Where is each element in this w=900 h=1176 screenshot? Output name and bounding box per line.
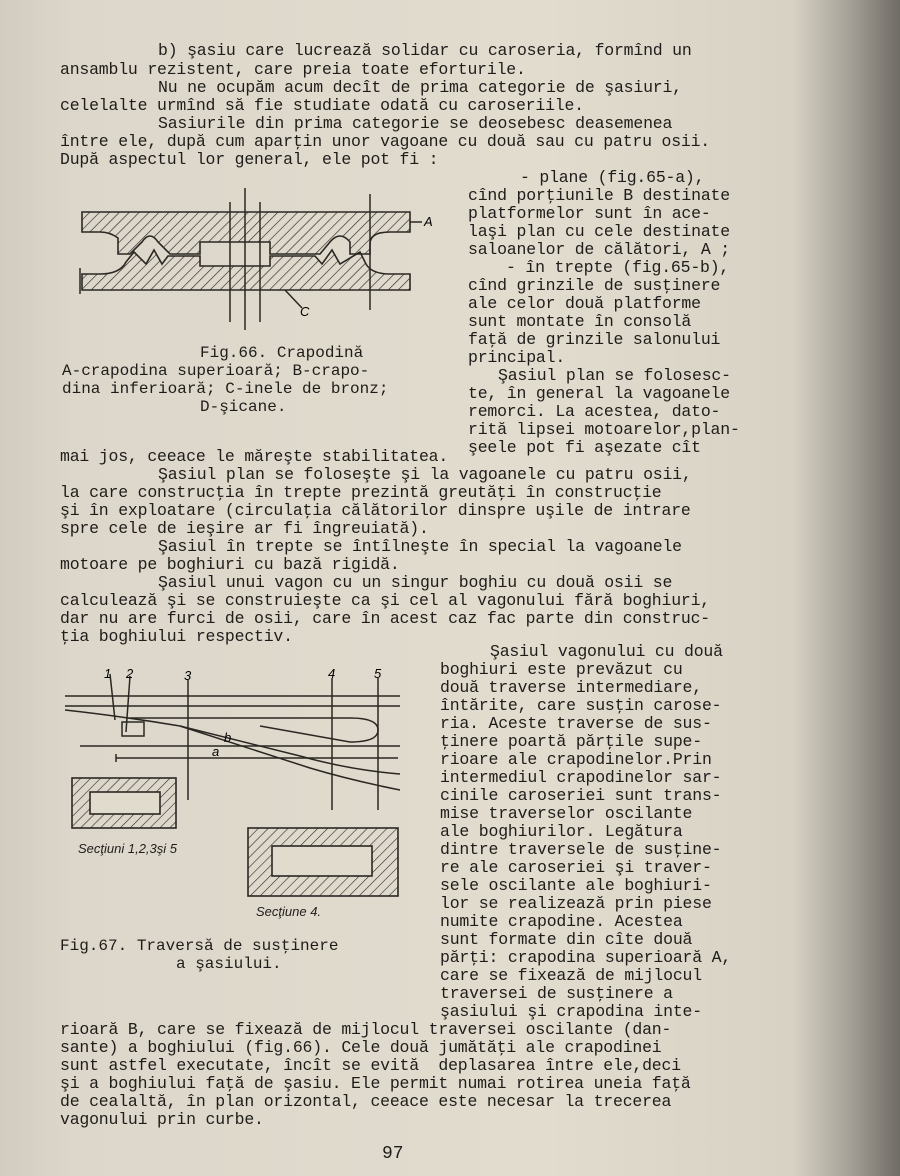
- fig67-title: Fig.67. Traversă de susţinere: [60, 937, 339, 955]
- text-line: rioară B, care se fixează de mijlocul traversei oscilante (dan-: [60, 1020, 672, 1039]
- fig66-caption-line: dina inferioară; C-inele de bronz;: [62, 380, 389, 398]
- text-line: vagonului prin curbe.: [60, 1110, 264, 1129]
- text-line: două traverse intermediare,: [440, 678, 702, 697]
- text-line: părţi: crapodina superioară A,: [440, 948, 732, 967]
- text-line: şasiului şi crapodina inte-: [440, 1002, 702, 1021]
- text-line: b) şasiu care lucrează solidar cu caroseria, formînd un: [158, 41, 692, 60]
- page-number: 97: [382, 1144, 404, 1164]
- text-line: ale boghiurilor. Legătura: [440, 822, 683, 841]
- text-line: calculează şi se construieşte ca şi cel al vagonului fără boghiuri,: [60, 591, 711, 610]
- fig67-label-3: 3: [184, 668, 192, 683]
- text-line: întărite, care susţin carose-: [440, 696, 722, 715]
- fig67-label-a: a: [212, 744, 220, 759]
- fig67-label-b: b: [224, 730, 232, 745]
- text-line: cînd porţiunile B destinate: [468, 186, 730, 205]
- text-line: între ele, după cum aparţin unor vagoane cu două sau cu patru osii.: [60, 132, 711, 151]
- fig66-label-c: C: [300, 304, 310, 319]
- text-line: boghiuri este prevăzut cu: [440, 660, 683, 679]
- fig66-caption-line: A-crapodina superioară; B-crapo-: [62, 362, 370, 380]
- text-line: de cealaltă, în plan orizontal, ceeace este necesar la trecerea: [60, 1092, 672, 1111]
- fig67-label-1: 1: [104, 666, 112, 681]
- text-line: motoare pe boghiuri cu bază rigidă.: [60, 555, 400, 574]
- fig67-label-2: 2: [126, 666, 134, 681]
- text-line: sunt montate în consolă: [468, 312, 692, 331]
- text-line: ansamblu rezistent, care preia toate eforturile.: [60, 60, 526, 79]
- text-line: laşi plan cu cele destinate: [468, 222, 730, 241]
- fig67-label-4: 4: [328, 666, 336, 681]
- text-line: şeele pot fi aşezate cît: [468, 438, 701, 457]
- text-line: Nu ne ocupăm acum decît de prima categorie de şasiuri,: [158, 78, 682, 97]
- text-line: care se fixează de mijlocul: [440, 966, 702, 985]
- fig67-title-line2: a şasiului.: [176, 955, 282, 973]
- text-line: spre cele de ieşire ar fi îngreuiată).: [60, 519, 429, 538]
- fig66-caption-line: D-şicane.: [200, 398, 287, 416]
- text-line: remorci. La acestea, dato-: [468, 402, 721, 421]
- text-line: traversei de susţinere a: [440, 984, 673, 1003]
- text-line: Şasiul plan se folosesc-: [498, 366, 731, 385]
- fig67-label-5: 5: [374, 666, 382, 681]
- text-line: lor se realizează prin piese: [440, 894, 712, 913]
- text-line: ria. Aceste traverse de sus-: [440, 714, 712, 733]
- text-line: platformelor sunt în ace-: [468, 204, 711, 223]
- text-line: ale celor două platforme: [468, 294, 701, 313]
- text-line: celelalte urmînd să fie studiate odată cu caroseriile.: [60, 96, 584, 115]
- lower-crapodina-part: [82, 250, 410, 290]
- text-line: sunt astfel executate, încît se evită deplasarea între ele,deci: [60, 1056, 681, 1075]
- text-line: ţia boghiului respectiv.: [60, 627, 293, 646]
- text-line: şi a boghiului faţă de şasiu. Ele permit numai rotirea uneia faţă: [60, 1074, 691, 1093]
- text-line: Şasiul vagonului cu două: [490, 642, 723, 661]
- fig67-section2-label: Secţiune 4.: [256, 904, 322, 919]
- text-line: cînd grinzile de susţinere: [468, 276, 721, 295]
- text-line: sunt formate din cîte două: [440, 930, 693, 949]
- text-line: sele oscilante ale boghiuri-: [440, 876, 712, 895]
- text-line: dar nu are furci de osii, care în acest caz fac parte din construc-: [60, 609, 711, 628]
- text-line: principal.: [468, 348, 566, 367]
- text-line: Sasiurile din prima categorie se deosebesc deasemenea: [158, 114, 673, 133]
- text-line: Şasiul unui vagon cu un singur boghiu cu două osii se: [158, 573, 673, 592]
- text-line: intermediul crapodinelor sar-: [440, 768, 722, 787]
- text-line: Şasiul plan se foloseşte şi la vagoanele cu patru osii,: [158, 465, 692, 484]
- text-line: Şasiul în trepte se întîlneşte în special la vagoanele: [158, 537, 682, 556]
- text-line: rită lipsei motoarelor,plan-: [468, 420, 740, 439]
- fig66-label-a: A: [424, 214, 433, 229]
- upper-crapodina-part: [82, 212, 410, 254]
- text-line: cinile caroseriei sunt trans-: [440, 786, 722, 805]
- text-line: rioare ale crapodinelor.Prin: [440, 750, 712, 769]
- fig66-drawing: [70, 182, 440, 342]
- fig67-section1-label: Secţiuni 1,2,3şi 5: [78, 841, 178, 856]
- section-4: [248, 828, 398, 896]
- text-line: numite crapodine. Acestea: [440, 912, 683, 931]
- text-line: re ale caroseriei şi traver-: [440, 858, 712, 877]
- text-line: sante) a boghiului (fig.66). Cele două jumătăţi ale crapodinei: [60, 1038, 662, 1057]
- text-line: - în trepte (fig.65-b),: [506, 258, 730, 277]
- text-line: te, în general la vagoanele: [468, 384, 730, 403]
- text-line: faţă de grinzile salonului: [468, 330, 721, 349]
- text-line: După aspectul lor general, ele pot fi :: [60, 150, 439, 169]
- text-line: la care construcţia în trepte prezintă greutăţi în construcţie: [60, 483, 662, 502]
- section-1235: [72, 778, 176, 828]
- fig67-drawing: [60, 660, 420, 930]
- fig66-title: Fig.66. Crapodină: [200, 344, 364, 362]
- text-line: mise traverselor oscilante: [440, 804, 693, 823]
- text-line: şi în exploatare (circulaţia călătorilor dinspre uşile de intrare: [60, 501, 691, 520]
- text-line: ţinere poartă părţile supe-: [440, 732, 702, 751]
- text-line: mai jos, ceeace le măreşte stabilitatea.: [60, 447, 449, 466]
- text-line: saloanelor de călători, A ;: [468, 240, 730, 259]
- text-line: dintre traversele de susţine-: [440, 840, 722, 859]
- text-line: - plane (fig.65-a),: [520, 168, 705, 187]
